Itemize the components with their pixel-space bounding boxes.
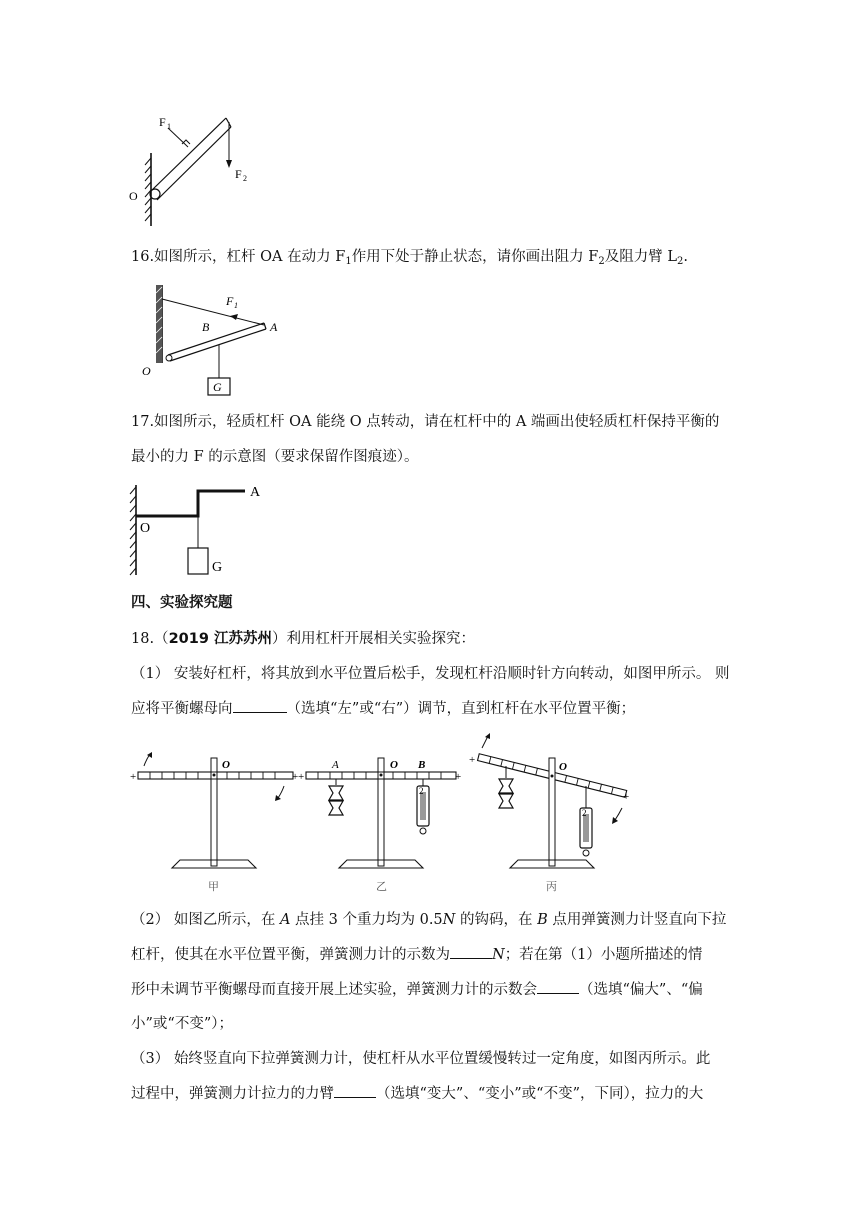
q18-num: 18.（ [131,631,169,647]
g-label: G [213,380,222,394]
question-18-stem [131,629,475,649]
q18-p1-line2 [131,698,635,719]
q18-p2-line2 [131,944,702,965]
experiment-figures [128,728,638,893]
a-label-yi: A [332,759,339,771]
q18-p1-text-b: （选填“左”或“右”）调节，直到杠杆在水平位置平衡； [286,701,636,717]
q16-text-b: 作用下处于静止状态，请你画出阻力 F [351,249,599,265]
a-label: A [250,485,261,500]
q18-p2-line1 [131,910,726,930]
svg-text:2: 2 [582,808,587,818]
svg-text:+: + [455,771,462,783]
q18-p2-text-e: 杠杆，使其在水平位置平衡，弹簧测力计的示数为 [131,947,450,963]
q18-p3-line1: （3） 始终竖直向下拉弹簧测力计，使杠杆从水平位置缓慢转过一定角度，如图丙所示。此 [131,1051,711,1067]
svg-text:+: + [298,771,305,783]
b-label: B [202,320,210,334]
q18-p3-line2 [131,1083,703,1104]
q18-p1-line1: （1） 安装好杠杆，将其放到水平位置后松手，发现杠杆沿顺时针方向转动，如图甲所示。 则 [131,666,730,682]
caption-yi: 乙 [376,881,387,893]
q18-p2-text-b: 点挂 3 个重力均为 0.5 [290,912,443,928]
q18-p3-text-b: （选填“变大”、“变小”或“不变”，下同），拉力的大 [376,1086,704,1102]
q18-p2-line3 [131,979,703,1000]
o-label: O [142,364,151,378]
q18-source: 2019 江苏苏州 [168,631,272,647]
q18-p2-text-f: ；若在第（1）小题所描述的情 [504,947,703,963]
q18-unit-n-2: N [492,947,505,963]
f1-label: F [159,115,166,129]
q18-stem-text: ）利用杠杆开展相关实验探究： [271,631,475,647]
answer-blank-1[interactable] [233,698,287,713]
q18-p2-text-c: 的钩码，在 [455,912,538,928]
q16-text-d: . [683,249,688,265]
section-title: 四、实验探究题 [131,595,233,611]
svg-text:+: + [130,771,137,783]
answer-blank-4[interactable] [334,1083,376,1098]
caption-jia: 甲 [208,881,219,893]
b-label-yi: B [418,759,426,771]
caption-bing: 丙 [546,881,557,893]
q18-p3-text-a: 过程中，弹簧测力计拉力的力臂 [131,1086,334,1102]
q18-unit-n: N [442,912,456,928]
figure-bing [469,733,629,893]
q16-text-a: 16.如图所示，杠杆 OA 在动力 F [131,249,346,265]
lever-figure-17 [128,483,268,578]
q16-sub3: 2 [676,256,684,267]
o-label-bing: O [559,761,567,773]
q18-p2-text-h: （选填“偏大”、“偏 [579,982,703,998]
f1-sub: 1 [167,122,171,131]
a-label: A [270,320,278,334]
figure-yi [298,758,461,893]
q18-point-b: B [537,912,548,928]
q18-p2-line4: 小”或“不变”）； [131,1016,233,1032]
f1-label: F [226,294,234,308]
answer-blank-2[interactable] [450,944,492,959]
q16-sub2: 2 [598,256,605,267]
lever-figure-15 [125,108,265,228]
f2-label: F [235,167,242,181]
question-17-line1: 17.如图所示，轻质杠杆 OA 能绕 O 点转动，请在杠杆中的 A 端画出使轻质杠杆保持平衡的 [131,414,720,430]
svg-text:+: + [292,771,299,783]
lever-figure-16 [140,283,290,401]
question-17-line2: 最小的力 F 的示意图（要求保留作图痕迹）。 [131,449,419,465]
svg-text:2: 2 [419,786,424,796]
question-16 [131,247,688,267]
q16-sub1: 1 [345,256,352,267]
g-label: G [212,560,223,575]
answer-blank-3[interactable] [537,979,579,994]
o-label-yi: O [390,759,398,771]
f1-sub: 1 [234,301,238,310]
figure-jia [130,752,298,893]
q18-p2-text-d: 点用弹簧测力计竖直向下拉 [547,912,727,928]
q18-point-a: A [279,912,291,928]
o-label: O [129,189,138,203]
svg-text:+: + [623,791,630,803]
q18-p2-text-a: （2） 如图乙所示，在 [131,912,280,928]
f2-sub: 2 [243,174,247,183]
o-label: O [140,521,151,536]
q18-p1-text-a: 应将平衡螺母向 [131,701,233,717]
o-label-jia: O [222,759,230,771]
svg-text:+: + [469,754,476,766]
q16-text-c: 及阻力臂 L [604,249,677,265]
q18-p2-text-g: 形中未调节平衡螺母而直接开展上述实验，弹簧测力计的示数会 [131,982,537,998]
